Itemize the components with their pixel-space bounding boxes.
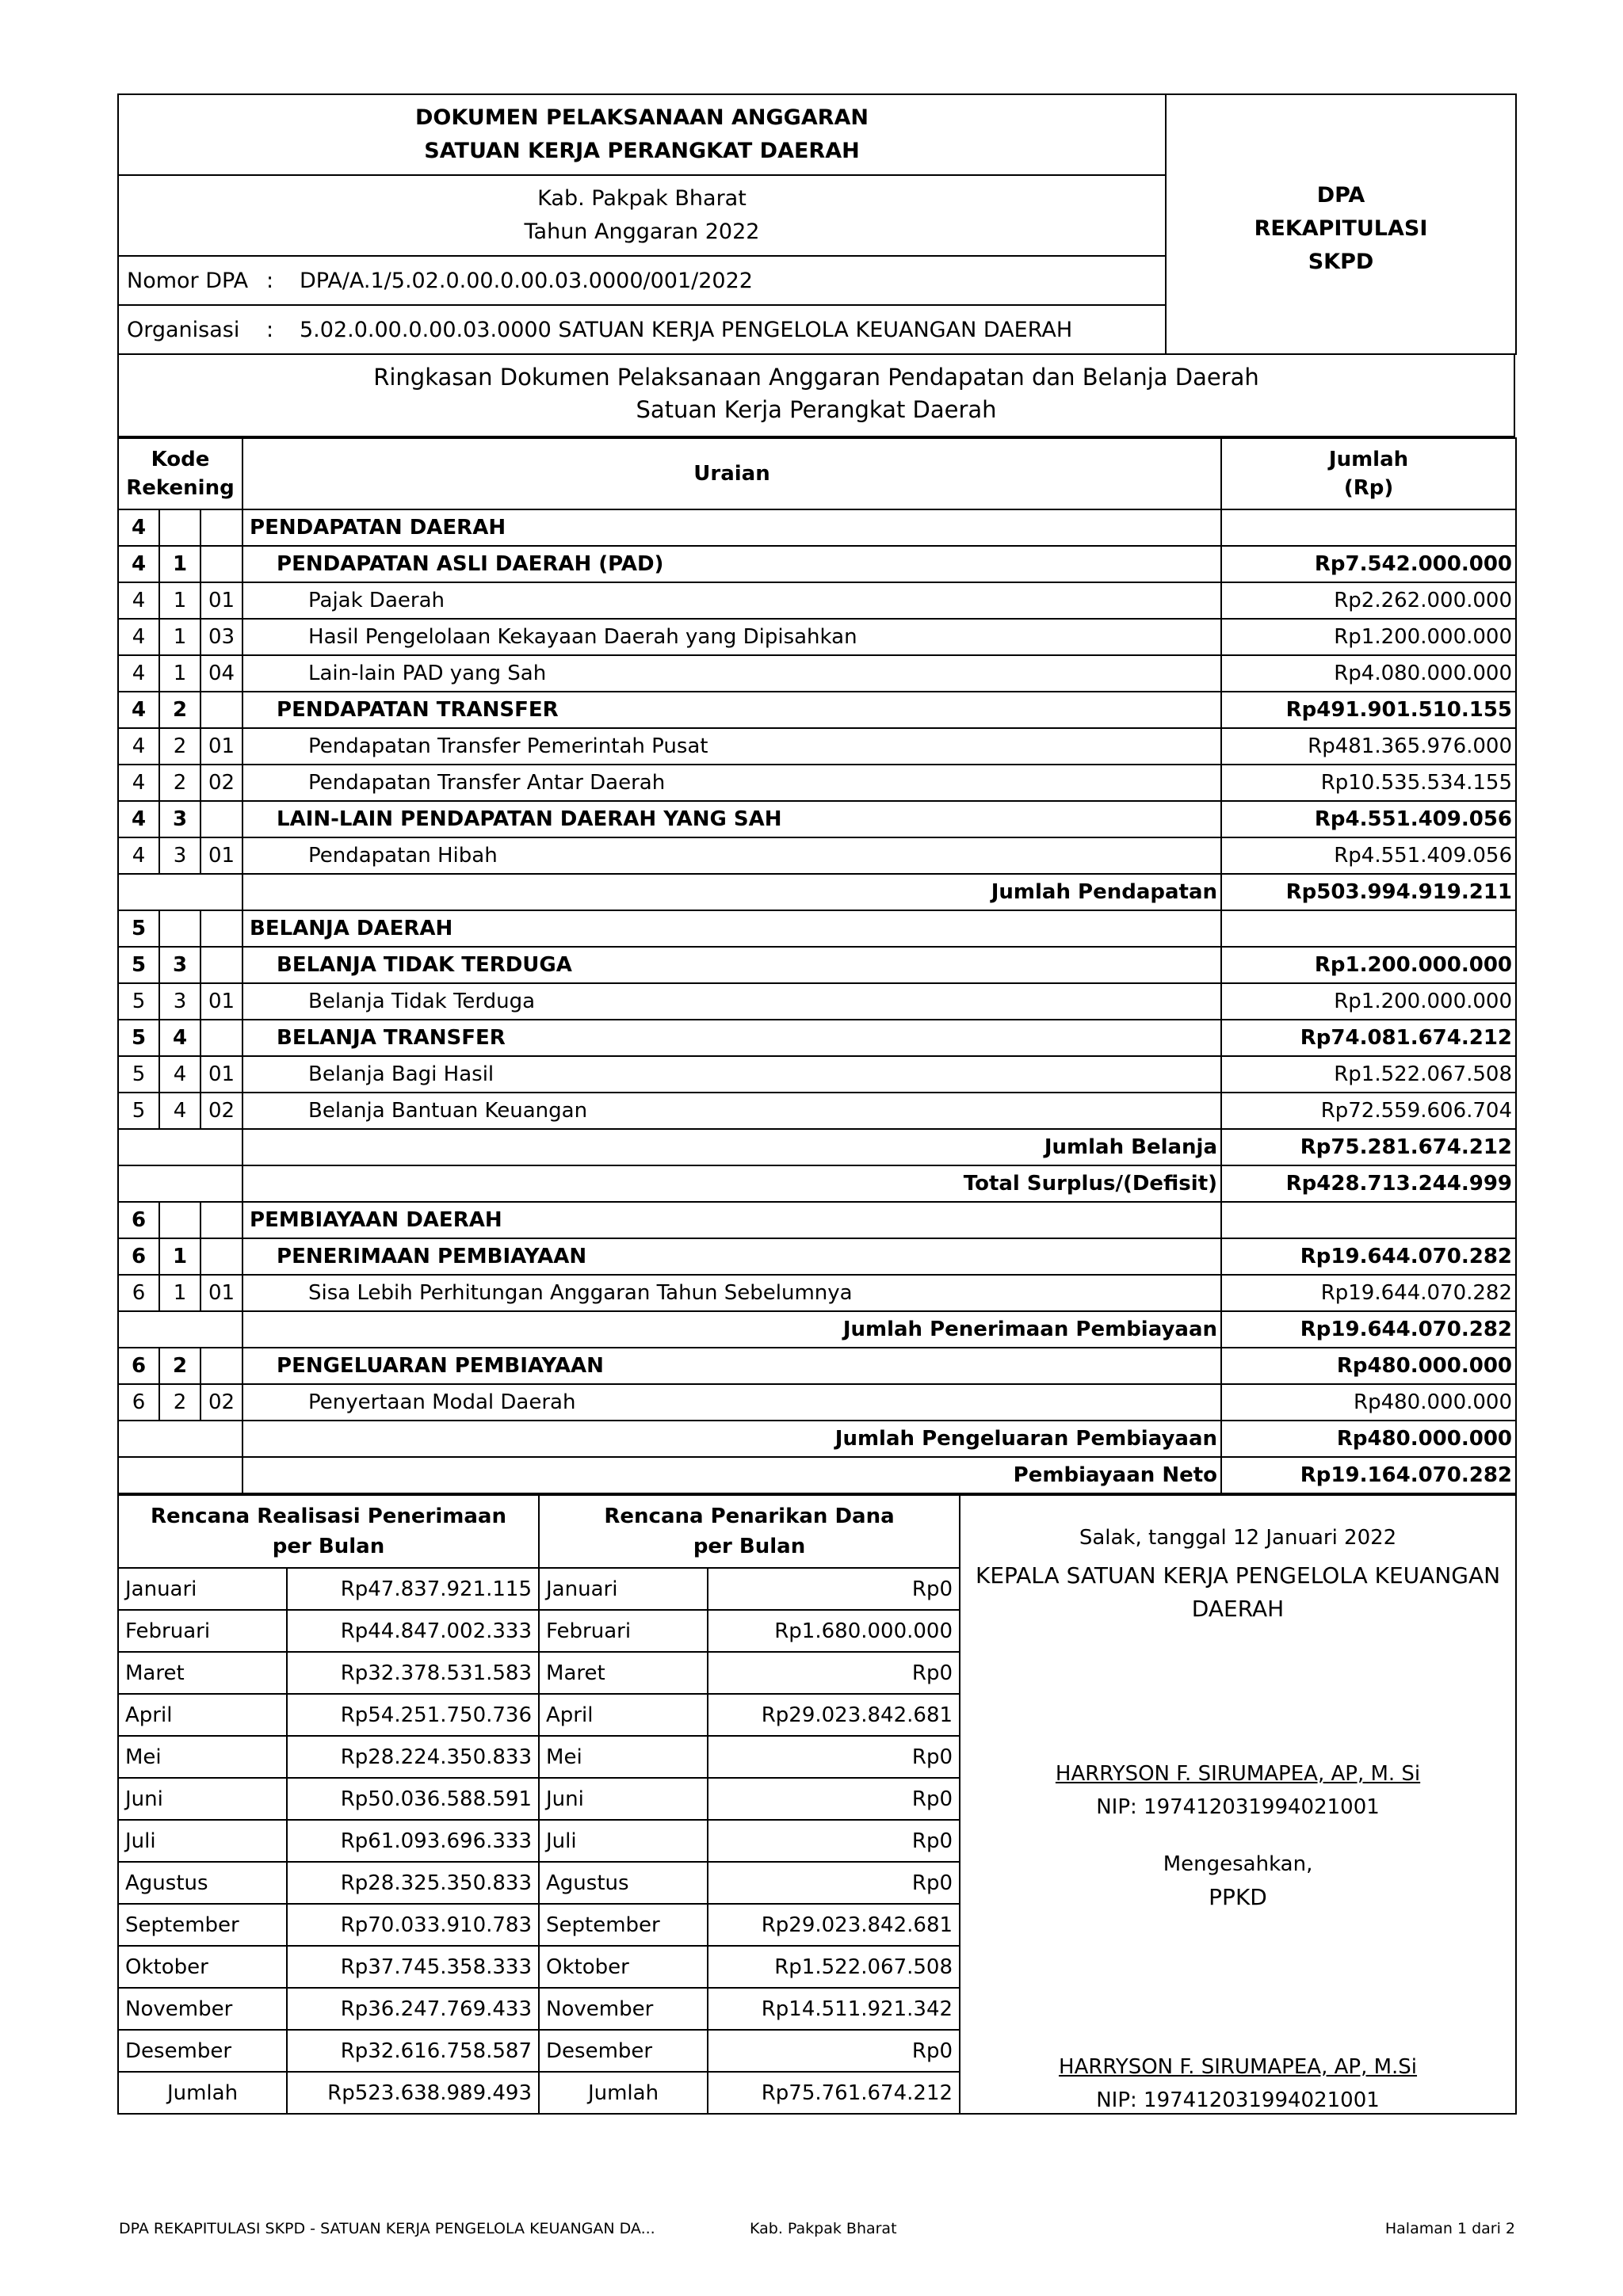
code-level-2: 3 [159,983,200,1020]
month-name: November [539,1988,708,2030]
month-name: Juni [118,1778,287,1820]
signer-name-2: HARRYSON F. SIRUMAPEA, AP, M.Si [1059,2055,1418,2079]
code-level-1: 6 [118,1238,159,1275]
penerimaan-value: Rp28.224.350.833 [287,1736,539,1778]
code-level-1: 4 [118,692,159,728]
table-row [118,692,1516,728]
code-level-1: 4 [118,546,159,582]
col-kode-line-1: Kode [151,448,210,471]
position-line-1: KEPALA SATUAN KERJA PENGELOLA KEUANGAN [975,1562,1501,1589]
head-penerimaan-line-2: per Bulan [272,1535,385,1558]
empty-code-cell [118,1457,242,1493]
month-name: Agustus [118,1862,287,1904]
empty-code-cell [118,1311,242,1348]
code-level-3 [200,1238,242,1275]
org-label: Organisasi [127,317,240,342]
penarikan-total: Rp75.761.674.212 [708,2072,960,2114]
col-jumlah-line-2: (Rp) [1343,476,1394,500]
month-name: Maret [539,1652,708,1694]
nomor-label: Nomor DPA [127,268,249,293]
code-level-1: 4 [118,619,159,655]
region: Kab. Pakpak Bharat [537,186,747,211]
table-row [118,765,1516,801]
code-level-2: 2 [159,728,200,765]
penarikan-value: Rp14.511.921.342 [708,1988,960,2030]
table-row [118,1348,1516,1384]
jumlah-cell: Rp1.522.067.508 [1221,1056,1516,1093]
code-level-2: 1 [159,546,200,582]
penerimaan-value: Rp44.847.002.333 [287,1610,539,1652]
month-name: Agustus [539,1862,708,1904]
code-level-2: 4 [159,1020,200,1056]
table-row [118,546,1516,582]
penerimaan-value: Rp37.745.358.333 [287,1946,539,1988]
code-level-3 [200,1020,242,1056]
uraian-cell: PEMBIAYAAN DAERAH [242,1202,1221,1238]
nomor-value: DPA/A.1/5.02.0.00.0.00.03.0000/001/2022 [300,268,753,293]
month-name: April [118,1694,287,1736]
nomor-dpa-row [118,256,1166,305]
table-row [118,509,1516,546]
head-penerimaan-line-1: Rencana Realisasi Penerimaan [151,1505,506,1528]
total-amount: Rp503.994.919.211 [1221,874,1516,910]
uraian-cell: BELANJA TIDAK TERDUGA [242,947,1221,983]
penarikan-value: Rp0 [708,1568,960,1610]
summary-line-1: Ringkasan Dokumen Pelaksanaan Anggaran Pendapatan dan Belanja Daerah [373,364,1259,391]
fiscal-year: Tahun Anggaran 2022 [524,219,760,244]
table-row [118,655,1516,692]
uraian-cell: Sisa Lebih Perhitungan Anggaran Tahun Sebelumnya [242,1275,1221,1311]
table-row [118,801,1516,837]
code-level-3: 02 [200,765,242,801]
side-line-3: SKPD [1308,250,1374,274]
jumlah-cell: Rp1.200.000.000 [1221,619,1516,655]
code-level-2: 2 [159,1384,200,1421]
total-row [118,1421,1516,1457]
empty-code-cell [118,1129,242,1165]
uraian-cell: BELANJA DAERAH [242,910,1221,947]
head-penarikan-line-1: Rencana Penarikan Dana [604,1505,895,1528]
jumlah-cell: Rp10.535.534.155 [1221,765,1516,801]
uraian-cell: PENDAPATAN ASLI DAERAH (PAD) [242,546,1221,582]
col-jumlah [1221,438,1516,509]
penerimaan-value: Rp61.093.696.333 [287,1820,539,1862]
code-level-1: 5 [118,1093,159,1129]
uraian-cell: Belanja Bagi Hasil [242,1056,1221,1093]
code-level-1: 4 [118,655,159,692]
month-name: Maret [118,1652,287,1694]
signer-nip-2: NIP: 197412031994021001 [1096,2088,1380,2112]
code-level-3 [200,546,242,582]
code-level-3: 01 [200,728,242,765]
total-amount: Rp480.000.000 [1221,1421,1516,1457]
total-label: Jumlah Pendapatan [242,874,1221,910]
head-penarikan-line-2: per Bulan [693,1535,806,1558]
penerimaan-total: Rp523.638.989.493 [287,2072,539,2114]
penerimaan-value: Rp47.837.921.115 [287,1568,539,1610]
code-level-2: 2 [159,692,200,728]
code-level-1: 6 [118,1348,159,1384]
code-level-2: 3 [159,837,200,874]
code-level-2 [159,1202,200,1238]
nomor-colon: : [266,268,274,293]
uraian-cell: BELANJA TRANSFER [242,1020,1221,1056]
uraian-cell: Belanja Bantuan Keuangan [242,1093,1221,1129]
code-level-1: 6 [118,1384,159,1421]
month-name: Mei [539,1736,708,1778]
code-level-3 [200,1348,242,1384]
uraian-cell: PENGELUARAN PEMBIAYAAN [242,1348,1221,1384]
jumlah-cell: Rp480.000.000 [1221,1384,1516,1421]
org-value: 5.02.0.00.0.00.03.0000 SATUAN KERJA PENGELOLA KEUANGAN DAERAH [300,317,1073,342]
total-amount: Rp428.713.244.999 [1221,1165,1516,1202]
header-table [117,93,1517,355]
table-row [118,582,1516,619]
penarikan-value: Rp0 [708,1778,960,1820]
penarikan-value: Rp0 [708,1736,960,1778]
code-level-1: 5 [118,983,159,1020]
org-colon: : [266,317,274,342]
uraian-cell: Pendapatan Hibah [242,837,1221,874]
code-level-3: 01 [200,983,242,1020]
total-row [118,874,1516,910]
empty-code-cell [118,1421,242,1457]
total-amount: Rp75.281.674.212 [1221,1129,1516,1165]
code-level-2: 4 [159,1056,200,1093]
dpa-type-box [1166,94,1516,354]
code-level-3 [200,692,242,728]
total-label: Jumlah Pengeluaran Pembiayaan [242,1421,1221,1457]
jumlah-cell: Rp4.551.409.056 [1221,801,1516,837]
month-name: Februari [539,1610,708,1652]
total-row [118,1457,1516,1493]
region-year [118,175,1166,256]
code-level-1: 4 [118,509,159,546]
empty-code-cell [118,874,242,910]
month-name: Juli [539,1820,708,1862]
penarikan-value: Rp29.023.842.681 [708,1694,960,1736]
total-amount: Rp19.164.070.282 [1221,1457,1516,1493]
jumlah-cell: Rp1.200.000.000 [1221,983,1516,1020]
total-row [118,1165,1516,1202]
document-page [117,93,1515,2115]
penarikan-value: Rp29.023.842.681 [708,1904,960,1946]
col-jumlah-line-1: Jumlah [1328,448,1409,471]
code-level-1: 5 [118,947,159,983]
table-row [118,983,1516,1020]
month-name: September [118,1904,287,1946]
uraian-cell: PENDAPATAN TRANSFER [242,692,1221,728]
month-name: November [118,1988,287,2030]
code-level-2: 4 [159,1093,200,1129]
jumlah-cell [1221,509,1516,546]
penerimaan-value: Rp32.616.758.587 [287,2030,539,2072]
code-level-1: 6 [118,1202,159,1238]
total-label: Jumlah Penerimaan Pembiayaan [242,1311,1221,1348]
uraian-cell: PENERIMAAN PEMBIAYAAN [242,1238,1221,1275]
code-level-2: 1 [159,1275,200,1311]
month-name: Oktober [118,1946,287,1988]
jumlah-cell: Rp1.200.000.000 [1221,947,1516,983]
table-row [118,1275,1516,1311]
mengesahkan-label: Mengesahkan, [1163,1852,1313,1876]
total-row [118,1311,1516,1348]
uraian-cell: LAIN-LAIN PENDAPATAN DAERAH YANG SAH [242,801,1221,837]
uraian-cell: Pendapatan Transfer Pemerintah Pusat [242,728,1221,765]
uraian-cell: Penyertaan Modal Daerah [242,1384,1221,1421]
total-label: Jumlah Belanja [242,1129,1221,1165]
table-row [118,728,1516,765]
side-line-1: DPA [1316,183,1365,208]
month-name: Desember [539,2030,708,2072]
month-name: April [539,1694,708,1736]
code-level-2: 1 [159,582,200,619]
code-level-3 [200,947,242,983]
table-row [118,947,1516,983]
penerimaan-value: Rp70.033.910.783 [287,1904,539,1946]
footer-left: DPA REKAPITULASI SKPD - SATUAN KERJA PENGELOLA KEUANGAN DA... [119,2220,655,2237]
table-row [118,1056,1516,1093]
footer-page-number: Halaman 1 dari 2 [1384,2220,1515,2237]
signer-nip-1: NIP: 197412031994021001 [1096,1795,1380,1819]
penerimaan-value: Rp32.378.531.583 [287,1652,539,1694]
jumlah-cell: Rp491.901.510.155 [1221,692,1516,728]
footer-center: Kab. Pakpak Bharat [750,2220,897,2237]
code-level-2 [159,910,200,947]
uraian-cell: PENDAPATAN DAERAH [242,509,1221,546]
jumlah-cell: Rp480.000.000 [1221,1348,1516,1384]
penarikan-value: Rp0 [708,1652,960,1694]
code-level-3: 03 [200,619,242,655]
uraian-cell: Pendapatan Transfer Antar Daerah [242,765,1221,801]
penarikan-value: Rp0 [708,2030,960,2072]
jumlah-cell [1221,1202,1516,1238]
jumlah-cell: Rp7.542.000.000 [1221,546,1516,582]
penarikan-value: Rp1.522.067.508 [708,1946,960,1988]
month-name: Juni [539,1778,708,1820]
jumlah-cell: Rp72.559.606.704 [1221,1093,1516,1129]
table-row [118,1202,1516,1238]
code-level-2: 3 [159,947,200,983]
code-level-1: 5 [118,1020,159,1056]
code-level-2: 3 [159,801,200,837]
uraian-cell: Hasil Pengelolaan Kekayaan Daerah yang Dipisahkan [242,619,1221,655]
signer-position [960,1559,1515,1626]
total-amount: Rp19.644.070.282 [1221,1311,1516,1348]
col-uraian: Uraian [242,438,1221,509]
penerimaan-value: Rp50.036.588.591 [287,1778,539,1820]
month-name: Januari [118,1568,287,1610]
jumlah-cell: Rp74.081.674.212 [1221,1020,1516,1056]
code-level-3: 04 [200,655,242,692]
month-name: Desember [118,2030,287,2072]
code-level-3: 01 [200,837,242,874]
code-level-3 [200,910,242,947]
table-row [118,1093,1516,1129]
month-name: Juli [118,1820,287,1862]
total-label: Total Surplus/(Defisit) [242,1165,1221,1202]
title-line-2: SATUAN KERJA PERANGKAT DAERAH [424,139,860,163]
summary-line-2: Satuan Kerja Perangkat Daerah [636,396,997,423]
ppkd-label: PPKD [1209,1884,1267,1910]
month-name: Februari [118,1610,287,1652]
jumlah-cell: Rp19.644.070.282 [1221,1238,1516,1275]
empty-code-cell [118,1165,242,1202]
table-row [118,619,1516,655]
code-level-3: 02 [200,1093,242,1129]
month-name: Januari [539,1568,708,1610]
table-row [118,1020,1516,1056]
month-name: Mei [118,1736,287,1778]
title-line-1: DOKUMEN PELAKSANAAN ANGGARAN [414,105,869,130]
col-kode-rekening [118,438,242,509]
code-level-2 [159,509,200,546]
head-penarikan [539,1495,960,1568]
penarikan-value: Rp0 [708,1820,960,1862]
code-level-3: 01 [200,582,242,619]
jumlah-cell: Rp4.551.409.056 [1221,837,1516,874]
place-date: Salak, tanggal 12 Januari 2022 [1079,1526,1397,1550]
penerimaan-value: Rp36.247.769.433 [287,1988,539,2030]
code-level-1: 4 [118,765,159,801]
code-level-2: 1 [159,655,200,692]
code-level-3 [200,1202,242,1238]
jumlah-cell: Rp4.080.000.000 [1221,655,1516,692]
table-row [118,837,1516,874]
penerimaan-total-label: Jumlah [118,2072,287,2114]
code-level-2: 2 [159,1348,200,1384]
penerimaan-value: Rp28.325.350.833 [287,1862,539,1904]
code-level-3: 02 [200,1384,242,1421]
jumlah-cell [1221,910,1516,947]
code-level-1: 5 [118,1056,159,1093]
month-name: Oktober [539,1946,708,1988]
table-row [118,1384,1516,1421]
head-penerimaan [118,1495,539,1568]
code-level-2: 2 [159,765,200,801]
code-level-3 [200,801,242,837]
budget-table [117,437,1517,1494]
uraian-cell: Belanja Tidak Terduga [242,983,1221,1020]
table-row [118,1238,1516,1275]
jumlah-cell: Rp481.365.976.000 [1221,728,1516,765]
summary-title [117,355,1515,437]
jumlah-cell: Rp2.262.000.000 [1221,582,1516,619]
code-level-1: 6 [118,1275,159,1311]
organisasi-row [118,305,1166,354]
table-row [118,910,1516,947]
penarikan-total-label: Jumlah [539,2072,708,2114]
penerimaan-value: Rp54.251.750.736 [287,1694,539,1736]
total-row [118,1129,1516,1165]
budget-table-body [118,509,1516,1493]
penarikan-value: Rp1.680.000.000 [708,1610,960,1652]
code-level-1: 4 [118,728,159,765]
uraian-cell: Lain-lain PAD yang Sah [242,655,1221,692]
code-level-3: 01 [200,1056,242,1093]
col-kode-line-2: Rekening [126,476,235,500]
code-level-2: 1 [159,619,200,655]
code-level-1: 4 [118,837,159,874]
penarikan-value: Rp0 [708,1862,960,1904]
uraian-cell: Pajak Daerah [242,582,1221,619]
side-line-2: REKAPITULASI [1254,216,1428,241]
document-title [118,94,1166,175]
jumlah-cell: Rp19.644.070.282 [1221,1275,1516,1311]
code-level-2: 1 [159,1238,200,1275]
signature-block [960,1495,1516,2114]
code-level-1: 4 [118,801,159,837]
code-level-3: 01 [200,1275,242,1311]
code-level-3 [200,509,242,546]
signer-name-1: HARRYSON F. SIRUMAPEA, AP, M. Si [1055,1762,1421,1786]
position-line-2: DAERAH [1191,1596,1285,1622]
total-label: Pembiayaan Neto [242,1457,1221,1493]
code-level-1: 4 [118,582,159,619]
monthly-plan-table [117,1494,1517,2115]
code-level-1: 5 [118,910,159,947]
month-name: September [539,1904,708,1946]
